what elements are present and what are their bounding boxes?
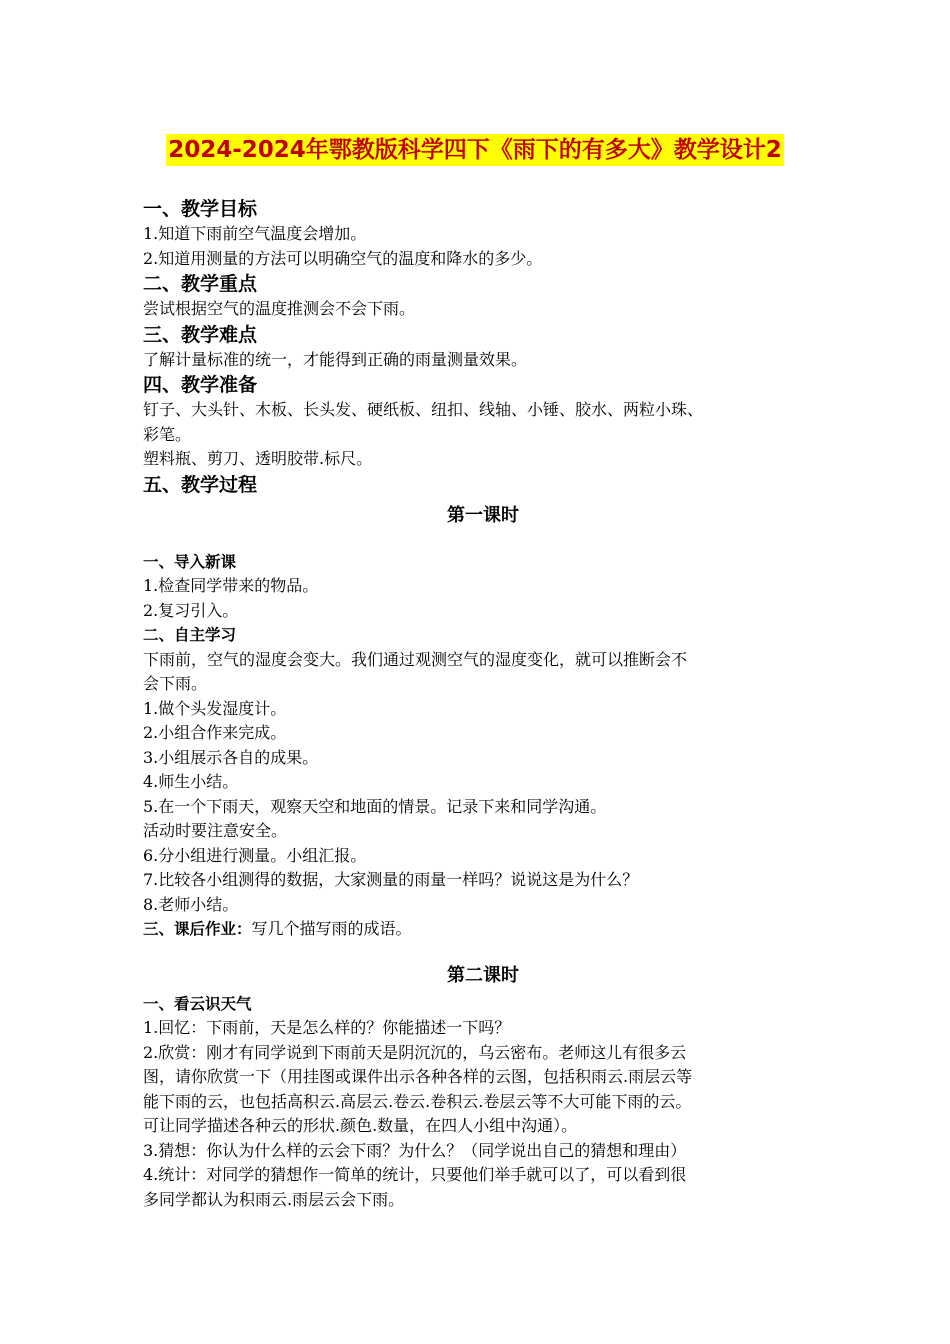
prep-heading: 四、教学准备 [143,374,258,396]
document-title: 2024-2024年鄂教版科学四下《雨下的有多大》教学设计2 [166,134,784,166]
self-study-heading: 二、自主学习 [143,626,237,644]
self-study-item: 活动时要注意安全。 [143,821,288,840]
homework-text: 写几个描写雨的成语。 [251,919,412,938]
goal-item: 1.知道下雨前空气温度会增加。 [143,224,367,243]
self-study-text: 下雨前，空气的湿度会变大。我们通过观测空气的湿度变化，就可以推断会不 [143,649,688,669]
lesson2-line: 2.欣赏：刚才有同学说到下雨前天是阴沉沉的，乌云密布。老师这儿有很多云 [143,1042,687,1062]
lesson2-line: 多同学都认为积雨云.雨层云会下雨。 [143,1189,405,1209]
intro-heading: 一、导入新课 [143,552,237,571]
self-study-item: 8.老师小结。 [143,894,239,914]
lesson2-line: 3.猜想：你认为什么样的云会下雨？为什么？（同学说出自己的猜想和理由） [143,1140,687,1160]
prep-line: 彩笔。 [143,424,192,444]
process-heading: 五、教学过程 [143,473,258,496]
homework-line [143,917,823,942]
intro-item: 1.检查同学带来的物品。 [143,576,319,595]
self-study-text: 会下雨。 [143,674,208,693]
lesson2-line: 可让同学描述各种云的形状.颜色.数量，在四人小组中沟通）。 [143,1116,578,1135]
prep-line: 塑料瓶、剪刀、透明胶带.标尺。 [143,449,373,468]
self-study-item: 1.做个头发湿度计。 [143,698,287,718]
self-study-item: 7.比较各小组测得的数据，大家测量的雨量一样吗？说说这是为什么？ [143,870,639,889]
lesson2-line: 1.回忆：下雨前，天是怎么样的？你能描述一下吗？ [143,1018,511,1037]
self-study-item: 3.小组展示各自的成果。 [143,747,319,767]
difficulty-heading: 三、教学难点 [143,323,258,346]
title-container [0,134,950,166]
lesson2-line: 4.统计：对同学的猜想作一简单的统计，只要他们举手就可以了，可以看到很 [143,1165,687,1184]
self-study-item: 2.小组合作来完成。 [143,723,287,742]
homework-label: 三、课后作业： [143,920,252,938]
goal-item: 2.知道用测量的方法可以明确空气的温度和降水的多少。 [143,248,543,268]
lesson2-line: 能下雨的云，也包括高积云.高层云.卷云.卷积云.卷层云等不大可能下雨的云。 [143,1091,692,1111]
cloud-heading: 一、看云识天气 [143,994,252,1013]
lesson2-title: 第二课时 [447,964,519,986]
lesson1-title: 第一课时 [447,504,519,526]
prep-line: 钉子、大头针、木板、长头发、硬纸板、纽扣、线轴、小锤、胶水、两粒小珠、 [143,400,704,419]
key-text: 尝试根据空气的温度推测会不会下雨。 [143,299,416,318]
key-heading: 二、教学重点 [143,273,258,295]
self-study-item: 4.师生小结。 [143,772,239,791]
difficulty-text: 了解计量标准的统一，才能得到正确的雨量测量效果。 [143,349,528,369]
goals-heading: 一、教学目标 [143,198,258,220]
self-study-item: 6.分小组进行测量。小组汇报。 [143,845,367,865]
self-study-item: 5.在一个下雨天，观察天空和地面的情景。记录下来和同学沟通。 [143,796,607,816]
intro-item: 2.复习引入。 [143,600,239,620]
document-body [143,196,823,1212]
lesson2-line: 图，请你欣赏一下（用挂图或课件出示各种各样的云图，包括积雨云.雨层云等 [143,1067,693,1086]
